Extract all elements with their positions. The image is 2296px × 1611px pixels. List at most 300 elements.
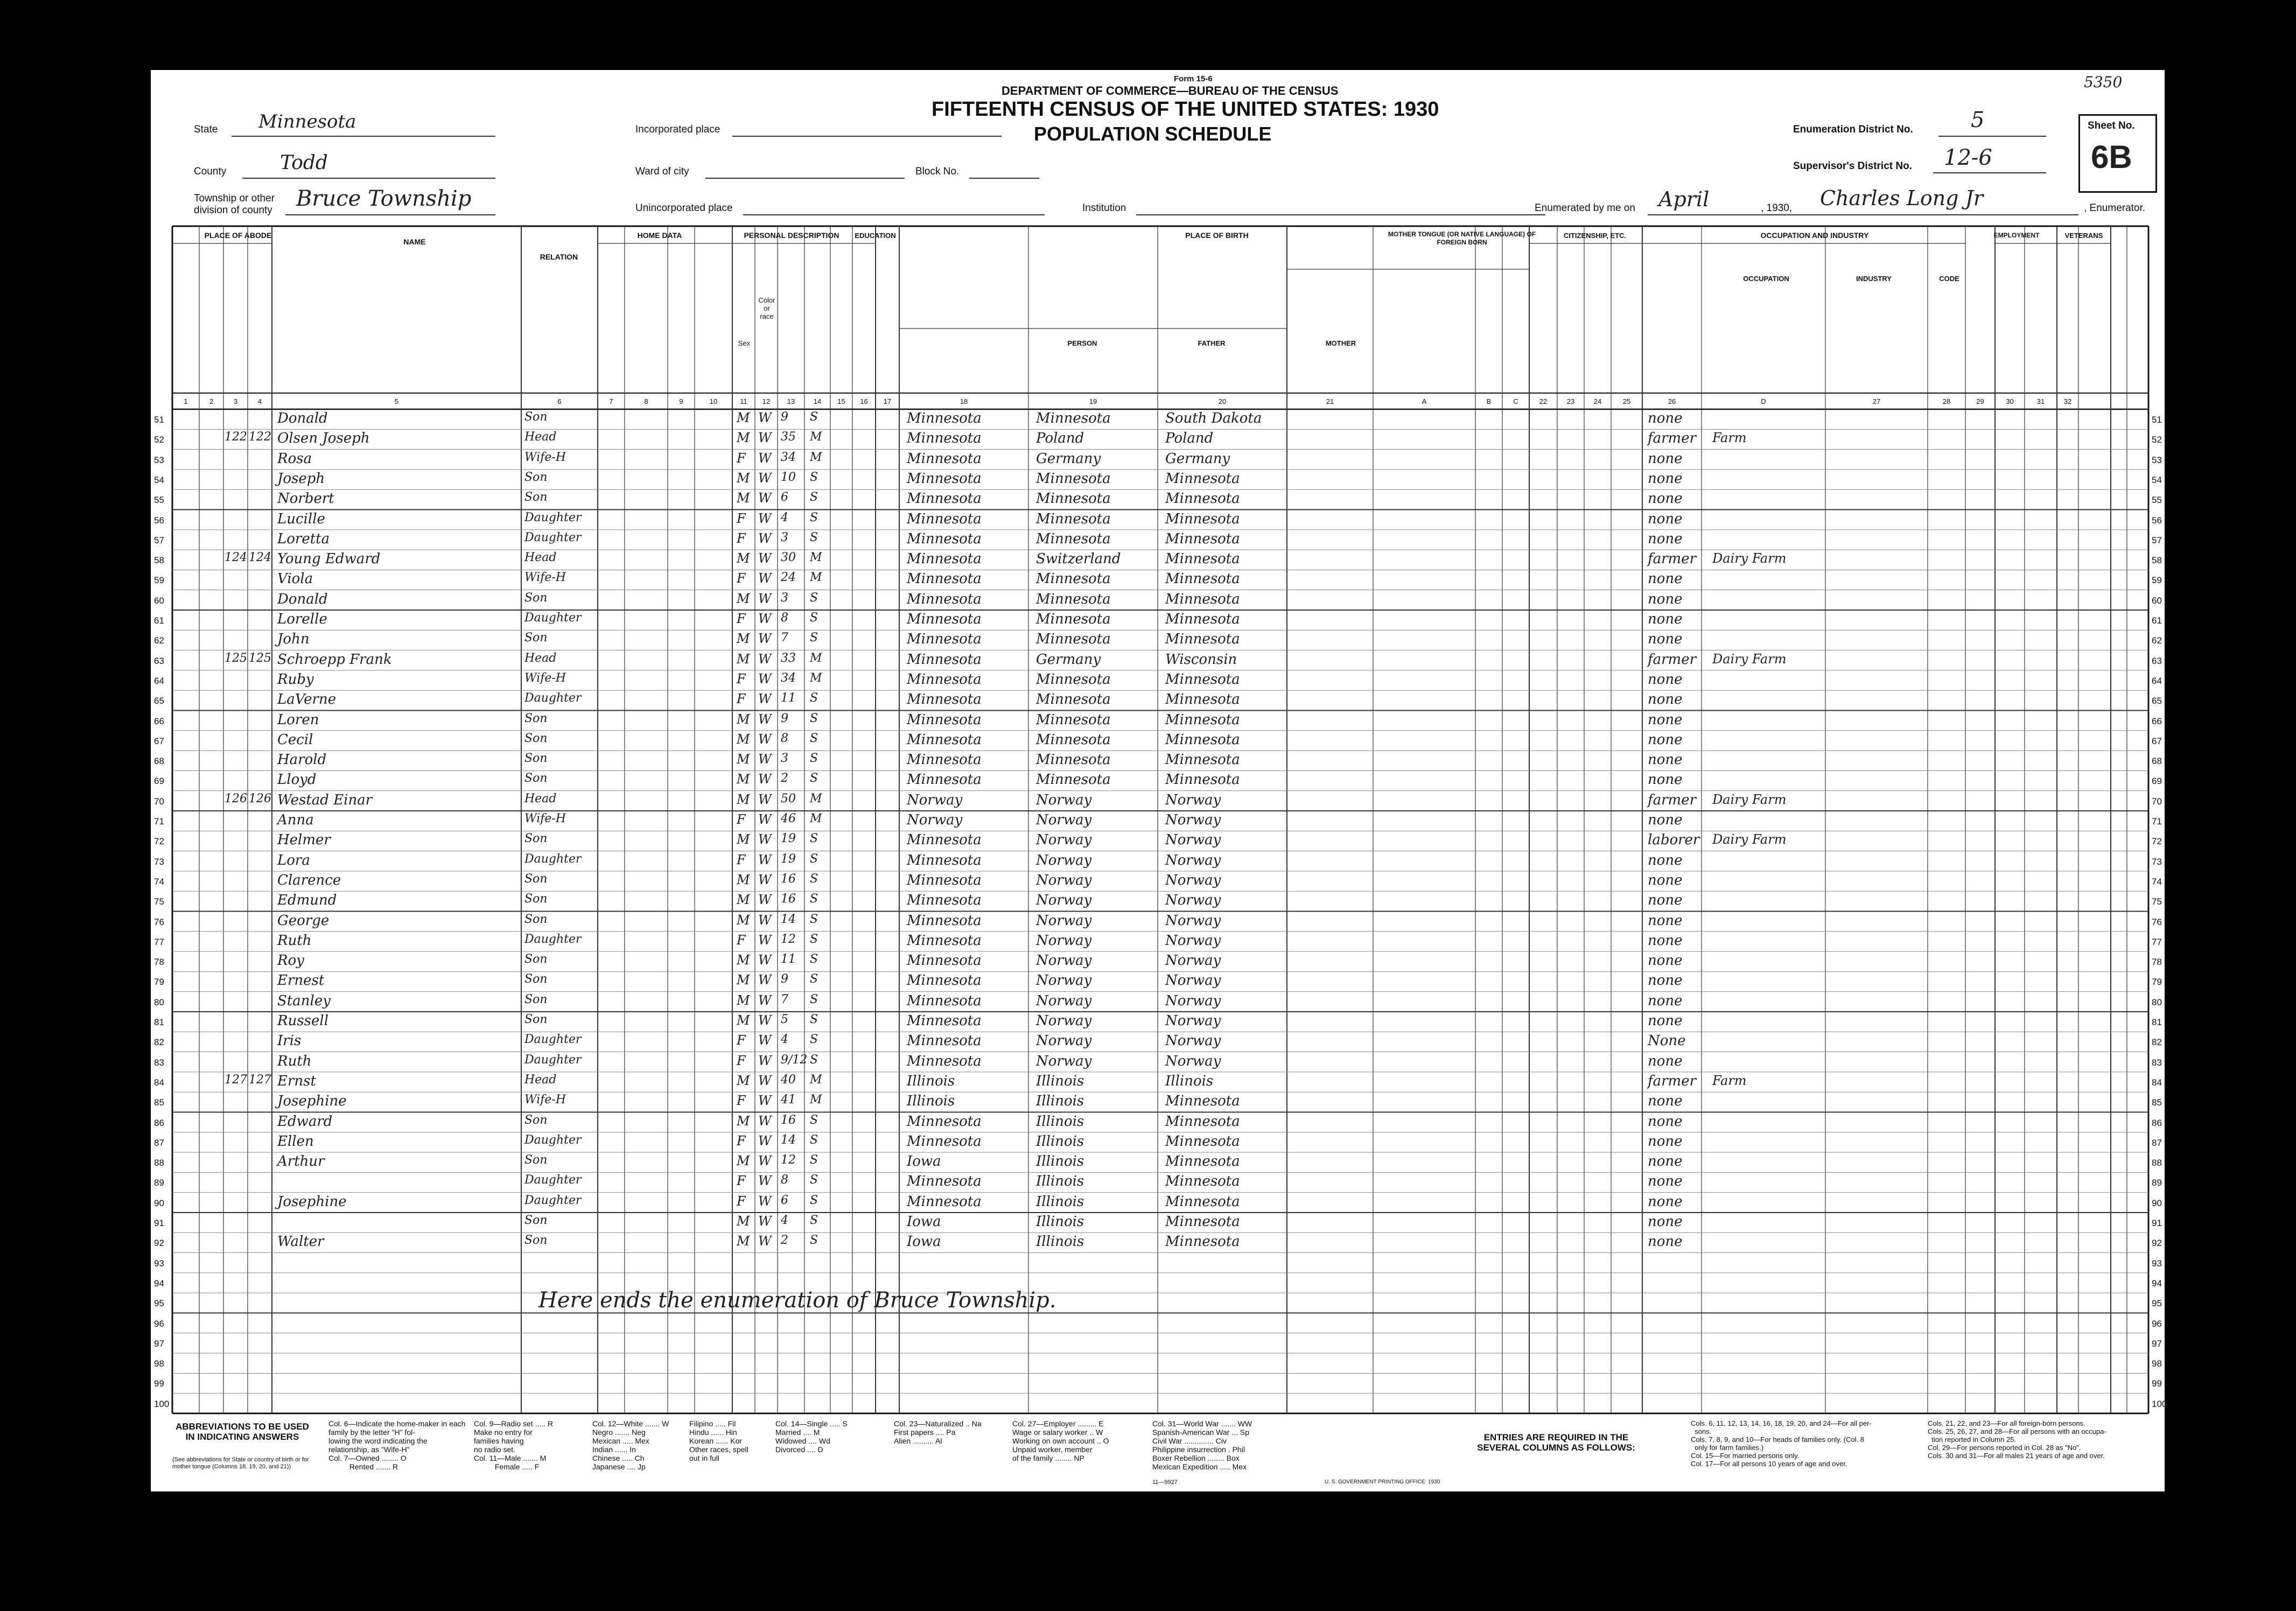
relation: Daughter bbox=[524, 530, 582, 544]
birthplace-mother: Illinois bbox=[1165, 1073, 1214, 1089]
sex: M bbox=[737, 952, 750, 968]
sd-label: Supervisor's District No. bbox=[1793, 160, 1912, 172]
marital-status: M bbox=[810, 671, 822, 685]
column-number: 10 bbox=[709, 397, 718, 405]
sex: M bbox=[737, 491, 750, 506]
birthplace-mother: Norway bbox=[1165, 1013, 1221, 1029]
occupation: none bbox=[1648, 772, 1683, 788]
row-number-left: 88 bbox=[154, 1158, 164, 1168]
column-number: 20 bbox=[1218, 397, 1227, 405]
enumerated-label: Enumerated by me on bbox=[1535, 202, 1635, 214]
birthplace-mother: Minnesota bbox=[1165, 1173, 1240, 1190]
group-citizenship: CITIZENSHIP, ETC. bbox=[1563, 232, 1627, 240]
marital-status: S bbox=[810, 1153, 818, 1167]
race: W bbox=[758, 972, 772, 988]
industry: Farm bbox=[1712, 1073, 1747, 1088]
race: W bbox=[758, 1073, 772, 1088]
race: W bbox=[758, 1173, 772, 1189]
row-number-right: 59 bbox=[2152, 575, 2162, 586]
incorporated-label: Incorporated place bbox=[635, 124, 720, 135]
birthplace-father: Norway bbox=[1036, 872, 1092, 888]
birthplace-father: Minnesota bbox=[1036, 591, 1111, 607]
age: 35 bbox=[781, 430, 796, 444]
state-label: State bbox=[194, 124, 218, 135]
relation: Head bbox=[524, 792, 557, 806]
industry: Farm bbox=[1712, 430, 1747, 446]
column-number: 13 bbox=[787, 397, 795, 405]
birthplace-person: Iowa bbox=[907, 1214, 941, 1230]
birthplace-father: Norway bbox=[1036, 832, 1092, 849]
column-number: A bbox=[1422, 397, 1427, 405]
person-name: Ruth bbox=[277, 1053, 312, 1069]
head-occupation: OCCUPATION bbox=[1743, 275, 1789, 283]
birthplace-person: Minnesota bbox=[907, 832, 982, 849]
marital-status: S bbox=[810, 872, 818, 886]
birthplace-mother: Minnesota bbox=[1165, 772, 1240, 788]
row-number-left: 87 bbox=[154, 1137, 164, 1148]
row-number-left: 56 bbox=[154, 515, 164, 526]
birthplace-person: Minnesota bbox=[907, 1053, 982, 1069]
birthplace-mother: Norway bbox=[1165, 872, 1221, 888]
birthplace-father: Germany bbox=[1036, 450, 1101, 467]
marital-status: S bbox=[810, 772, 818, 786]
row-number-left: 77 bbox=[154, 936, 164, 947]
person-name: Olsen Joseph bbox=[277, 430, 370, 447]
sex: M bbox=[737, 772, 750, 787]
birthplace-father: Norway bbox=[1036, 1033, 1092, 1049]
birthplace-person: Minnesota bbox=[907, 671, 982, 688]
col-notes-5: Col. 14—Single ..... S Married .... M Widowed .... Wd Divorced .... D bbox=[775, 1419, 848, 1454]
person-name: Loretta bbox=[277, 530, 330, 547]
age: 34 bbox=[781, 671, 796, 685]
occupation: none bbox=[1648, 1053, 1683, 1069]
row-number-right: 67 bbox=[2152, 736, 2162, 746]
occupation: none bbox=[1648, 691, 1683, 708]
abbrev-title: ABBREVIATIONS TO BE USED IN INDICATING ANSWERS bbox=[176, 1421, 309, 1442]
row-number-right: 79 bbox=[2152, 977, 2162, 987]
row-number-right: 74 bbox=[2152, 876, 2162, 887]
marital-status: M bbox=[810, 1073, 822, 1087]
age: 5 bbox=[781, 1013, 788, 1026]
sex: F bbox=[737, 450, 746, 466]
occupation: farmer bbox=[1648, 1073, 1697, 1089]
age: 6 bbox=[781, 491, 788, 505]
birthplace-mother: Norway bbox=[1165, 992, 1221, 1009]
race: W bbox=[758, 1193, 772, 1209]
birthplace-mother: Poland bbox=[1165, 430, 1214, 447]
marital-status: S bbox=[810, 1133, 818, 1147]
block-label: Block No. bbox=[915, 166, 960, 177]
birthplace-mother: Minnesota bbox=[1165, 711, 1240, 728]
relation: Son bbox=[524, 470, 548, 484]
person-name: Lloyd bbox=[277, 772, 317, 788]
age: 16 bbox=[781, 892, 796, 906]
race: W bbox=[758, 912, 772, 928]
occupation: farmer bbox=[1648, 651, 1697, 668]
birthplace-person: Minnesota bbox=[907, 450, 982, 467]
row-number-right: 54 bbox=[2152, 474, 2162, 485]
birthplace-father: Poland bbox=[1036, 430, 1084, 447]
head-person: PERSON bbox=[1067, 339, 1097, 347]
row-number-right: 85 bbox=[2152, 1097, 2162, 1108]
row-number-left: 57 bbox=[154, 535, 164, 545]
relation: Son bbox=[524, 1214, 548, 1227]
person-name: Donald bbox=[277, 591, 328, 607]
head-color: Color or race bbox=[758, 296, 775, 320]
family-number: 124 bbox=[249, 551, 271, 565]
relation: Daughter bbox=[524, 1173, 582, 1187]
row-number-left: 79 bbox=[154, 977, 164, 987]
birthplace-person: Iowa bbox=[907, 1153, 941, 1170]
race: W bbox=[758, 470, 772, 486]
birthplace-father: Illinois bbox=[1036, 1133, 1084, 1150]
sex: F bbox=[737, 1173, 746, 1189]
column-number: 4 bbox=[257, 397, 262, 405]
sex: M bbox=[737, 651, 750, 667]
birthplace-mother: Minnesota bbox=[1165, 1093, 1240, 1110]
relation: Daughter bbox=[524, 852, 582, 866]
birthplace-mother: Minnesota bbox=[1165, 1113, 1240, 1130]
printer-line: U. S. GOVERNMENT PRINTING OFFICE: 1930 bbox=[1325, 1479, 1440, 1485]
birthplace-mother: Minnesota bbox=[1165, 631, 1240, 648]
row-number-left: 66 bbox=[154, 716, 164, 726]
birthplace-father: Norway bbox=[1036, 992, 1092, 1009]
person-name: Lucille bbox=[277, 510, 325, 527]
age: 34 bbox=[781, 450, 796, 464]
birthplace-father: Minnesota bbox=[1036, 772, 1111, 788]
birthplace-person: Illinois bbox=[907, 1093, 955, 1110]
relation: Son bbox=[524, 832, 548, 846]
occupation: none bbox=[1648, 671, 1683, 688]
row-number-right: 97 bbox=[2152, 1338, 2162, 1349]
row-number-right: 53 bbox=[2152, 454, 2162, 465]
row-number-right: 57 bbox=[2152, 535, 2162, 545]
person-name: Ellen bbox=[277, 1133, 314, 1150]
row-number-left: 86 bbox=[154, 1117, 164, 1128]
col-notes-2: Col. 9—Radio set ..... R Make no entry for families having no radio set. Col. 11—Male ....... M Female ..... F bbox=[474, 1419, 554, 1471]
relation: Son bbox=[524, 892, 548, 906]
marital-status: M bbox=[810, 450, 822, 464]
relation: Daughter bbox=[524, 932, 582, 946]
age: 16 bbox=[781, 1113, 796, 1127]
sex: M bbox=[737, 731, 750, 747]
marital-status: S bbox=[810, 591, 818, 605]
age: 2 bbox=[781, 772, 788, 786]
birthplace-father: Illinois bbox=[1036, 1234, 1084, 1250]
relation: Wife-H bbox=[524, 812, 566, 825]
marital-status: S bbox=[810, 992, 818, 1006]
relation: Wife-H bbox=[524, 671, 566, 685]
department-line: DEPARTMENT OF COMMERCE—BUREAU OF THE CENSUS bbox=[1002, 84, 1339, 97]
sex: M bbox=[737, 1013, 750, 1028]
entries-title: ENTRIES ARE REQUIRED IN THE SEVERAL COLUMNS AS FOLLOWS: bbox=[1477, 1432, 1635, 1453]
relation: Daughter bbox=[524, 510, 582, 524]
row-number-left: 95 bbox=[154, 1298, 164, 1309]
birthplace-father: Minnesota bbox=[1036, 491, 1111, 507]
row-number-left: 97 bbox=[154, 1338, 164, 1349]
sex: M bbox=[737, 912, 750, 928]
race: W bbox=[758, 530, 772, 546]
row-number-right: 64 bbox=[2152, 675, 2162, 686]
marital-status: S bbox=[810, 1053, 818, 1067]
row-number-right: 70 bbox=[2152, 796, 2162, 807]
row-number-left: 69 bbox=[154, 776, 164, 787]
race: W bbox=[758, 872, 772, 887]
row-number-left: 80 bbox=[154, 997, 164, 1007]
sex: M bbox=[737, 1214, 750, 1229]
row-number-right: 99 bbox=[2152, 1378, 2162, 1389]
person-name: Ruby bbox=[277, 671, 314, 688]
person-name: Josephine bbox=[277, 1093, 347, 1110]
group-birth: PLACE OF BIRTH bbox=[1185, 231, 1249, 240]
age: 14 bbox=[781, 912, 796, 926]
form-code: 11—9927 bbox=[1152, 1479, 1178, 1486]
occupation: none bbox=[1648, 571, 1683, 587]
row-number-right: 89 bbox=[2152, 1178, 2162, 1188]
end-note: Here ends the enumeration of Bruce Township. bbox=[538, 1288, 1056, 1313]
row-number-left: 78 bbox=[154, 957, 164, 968]
marital-status: S bbox=[810, 912, 818, 926]
birthplace-father: Illinois bbox=[1036, 1193, 1084, 1210]
birthplace-mother: Norway bbox=[1165, 892, 1221, 909]
occupation: none bbox=[1648, 1113, 1683, 1130]
birthplace-person: Minnesota bbox=[907, 711, 982, 728]
relation: Son bbox=[524, 1234, 548, 1248]
person-name: George bbox=[277, 912, 330, 929]
age: 19 bbox=[781, 832, 796, 846]
row-number-right: 52 bbox=[2152, 435, 2162, 445]
group-relation: RELATION bbox=[540, 253, 578, 261]
occupation: none bbox=[1648, 852, 1683, 868]
sex: F bbox=[737, 671, 746, 687]
relation: Son bbox=[524, 731, 548, 745]
birthplace-father: Norway bbox=[1036, 892, 1092, 909]
birthplace-father: Minnesota bbox=[1036, 691, 1111, 708]
enumerator-name: Charles Long Jr bbox=[1820, 186, 1983, 210]
marital-status: M bbox=[810, 812, 822, 825]
person-name: Stanley bbox=[277, 992, 331, 1009]
group-occupation: OCCUPATION AND INDUSTRY bbox=[1760, 231, 1869, 240]
age: 12 bbox=[781, 932, 796, 946]
relation: Son bbox=[524, 711, 548, 725]
birthplace-father: Illinois bbox=[1036, 1214, 1084, 1230]
group-tongue: MOTHER TONGUE (OR NATIVE LANGUAGE) OF FOREIGN BORN bbox=[1388, 230, 1536, 246]
person-name: Norbert bbox=[277, 491, 334, 507]
column-number: C bbox=[1513, 397, 1518, 405]
birthplace-person: Minnesota bbox=[907, 491, 982, 507]
birthplace-father: Norway bbox=[1036, 972, 1092, 989]
relation: Son bbox=[524, 992, 548, 1006]
row-number-right: 80 bbox=[2152, 997, 2162, 1007]
sex: F bbox=[737, 1193, 746, 1209]
birthplace-mother: Minnesota bbox=[1165, 691, 1240, 708]
birthplace-mother: Norway bbox=[1165, 792, 1221, 808]
birthplace-father: Minnesota bbox=[1036, 611, 1111, 627]
sex: F bbox=[737, 1093, 746, 1109]
person-name: Schroepp Frank bbox=[277, 651, 392, 668]
row-number-right: 88 bbox=[2152, 1158, 2162, 1168]
birthplace-mother: Minnesota bbox=[1165, 530, 1240, 547]
dwelling-number: 124 bbox=[225, 551, 247, 565]
age: 12 bbox=[781, 1153, 796, 1167]
relation: Son bbox=[524, 1153, 548, 1167]
person-name: Edmund bbox=[277, 892, 337, 909]
birthplace-person: Illinois bbox=[907, 1073, 955, 1089]
occupation: none bbox=[1648, 1193, 1683, 1210]
birthplace-mother: Minnesota bbox=[1165, 1193, 1240, 1210]
column-number: 27 bbox=[1872, 397, 1881, 405]
row-number-left: 65 bbox=[154, 696, 164, 706]
ed-value: 5 bbox=[1971, 108, 1985, 132]
entries-2: Cols. 21, 22, and 23—For all foreign-born persons. Cols. 25, 26, 27, and 28—For all persons with an occupa- tion reported in Column 25. Col. 29—For persons reported in Col. 28 as "No". Cols. 30 and 31—For all males 21 years of age and over. bbox=[1928, 1419, 2106, 1460]
race: W bbox=[758, 591, 772, 606]
sex: F bbox=[737, 1053, 746, 1068]
birthplace-person: Minnesota bbox=[907, 872, 982, 888]
race: W bbox=[758, 1113, 772, 1129]
group-home: HOME DATA bbox=[637, 231, 682, 240]
age: 9 bbox=[781, 711, 788, 725]
family-number: 127 bbox=[249, 1073, 271, 1087]
sex: F bbox=[737, 611, 746, 626]
marital-status: S bbox=[810, 470, 818, 484]
col-notes-8: Col. 31—World War ....... WW Spanish-American War ... Sp Civil War .............. Civ Philippine insurrection . Phil Boxer Rebellion ........ Box Mexican Expedition ..... Mex bbox=[1152, 1419, 1252, 1471]
relation: Daughter bbox=[524, 1193, 582, 1207]
age: 9/12 bbox=[781, 1053, 808, 1067]
relation: Daughter bbox=[524, 691, 582, 705]
ward-label: Ward of city bbox=[635, 166, 689, 177]
birthplace-mother: Minnesota bbox=[1165, 571, 1240, 587]
row-number-right: 95 bbox=[2152, 1298, 2162, 1309]
birthplace-person: Minnesota bbox=[907, 772, 982, 788]
birthplace-person: Minnesota bbox=[907, 571, 982, 587]
race: W bbox=[758, 651, 772, 667]
birthplace-person: Minnesota bbox=[907, 852, 982, 868]
person-name: Donald bbox=[277, 410, 328, 426]
person-name: Ernest bbox=[277, 972, 325, 989]
row-number-left: 73 bbox=[154, 856, 164, 867]
head-code: CODE bbox=[1939, 275, 1959, 283]
marital-status: M bbox=[810, 792, 822, 806]
occupation: none bbox=[1648, 491, 1683, 507]
marital-status: S bbox=[810, 892, 818, 906]
column-number: 9 bbox=[679, 397, 683, 405]
birthplace-father: Norway bbox=[1036, 812, 1092, 828]
column-number: 15 bbox=[837, 397, 845, 405]
family-number: 125 bbox=[249, 651, 271, 665]
age: 9 bbox=[781, 972, 788, 986]
race: W bbox=[758, 752, 772, 767]
row-number-left: 98 bbox=[154, 1358, 164, 1369]
occupation: none bbox=[1648, 410, 1683, 426]
age: 10 bbox=[781, 470, 796, 484]
birthplace-mother: Norway bbox=[1165, 1033, 1221, 1049]
birthplace-person: Minnesota bbox=[907, 731, 982, 748]
marital-status: S bbox=[810, 711, 818, 725]
age: 46 bbox=[781, 812, 796, 825]
birthplace-father: Norway bbox=[1036, 952, 1092, 969]
column-number: 12 bbox=[762, 397, 771, 405]
relation: Wife-H bbox=[524, 1093, 566, 1107]
marital-status: S bbox=[810, 1033, 818, 1047]
family-number: 126 bbox=[249, 792, 271, 806]
column-number: 24 bbox=[1593, 397, 1602, 405]
row-number-left: 96 bbox=[154, 1318, 164, 1329]
birthplace-mother: Norway bbox=[1165, 832, 1221, 849]
row-number-right: 58 bbox=[2152, 555, 2162, 566]
group-education: EDUCATION bbox=[855, 232, 896, 240]
birthplace-father: Minnesota bbox=[1036, 510, 1111, 527]
relation: Son bbox=[524, 772, 548, 786]
sheet-value: 6B bbox=[2091, 139, 2132, 175]
age: 24 bbox=[781, 571, 796, 585]
birthplace-father: Norway bbox=[1036, 792, 1092, 808]
occupation: none bbox=[1648, 530, 1683, 547]
birthplace-person: Minnesota bbox=[907, 952, 982, 969]
person-name: LaVerne bbox=[277, 691, 337, 708]
form-subtitle: POPULATION SCHEDULE bbox=[1034, 123, 1272, 145]
race: W bbox=[758, 1013, 772, 1028]
row-number-left: 54 bbox=[154, 474, 164, 485]
person-name: Young Edward bbox=[277, 551, 381, 568]
row-number-right: 65 bbox=[2152, 696, 2162, 706]
sex: F bbox=[737, 571, 746, 586]
race: W bbox=[758, 832, 772, 847]
age: 4 bbox=[781, 510, 788, 524]
head-father: FATHER bbox=[1198, 339, 1226, 347]
row-number-left: 70 bbox=[154, 796, 164, 807]
birthplace-father: Minnesota bbox=[1036, 470, 1111, 487]
race: W bbox=[758, 671, 772, 687]
column-number: B bbox=[1486, 397, 1492, 405]
marital-status: S bbox=[810, 852, 818, 866]
archive-stamp: 5350 bbox=[2084, 73, 2123, 91]
head-mother: MOTHER bbox=[1325, 339, 1356, 347]
occupation: none bbox=[1648, 1013, 1683, 1029]
age: 3 bbox=[781, 591, 788, 605]
column-number: 31 bbox=[2036, 397, 2045, 405]
marital-status: M bbox=[810, 551, 822, 565]
column-number: 22 bbox=[1539, 397, 1548, 405]
race: W bbox=[758, 631, 772, 647]
row-number-right: 81 bbox=[2152, 1017, 2162, 1027]
race: W bbox=[758, 731, 772, 747]
race: W bbox=[758, 1093, 772, 1109]
column-number: 26 bbox=[1668, 397, 1676, 405]
person-name: Westad Einar bbox=[277, 792, 373, 808]
race: W bbox=[758, 711, 772, 727]
birthplace-father: Norway bbox=[1036, 852, 1092, 868]
marital-status: S bbox=[810, 510, 818, 524]
age: 50 bbox=[781, 792, 796, 806]
sex: F bbox=[737, 530, 746, 546]
relation: Son bbox=[524, 1013, 548, 1026]
occupation: none bbox=[1648, 470, 1683, 487]
row-number-right: 86 bbox=[2152, 1117, 2162, 1128]
birthplace-mother: Minnesota bbox=[1165, 1234, 1240, 1250]
race: W bbox=[758, 491, 772, 506]
census-sheet bbox=[151, 70, 2165, 1491]
birthplace-person: Minnesota bbox=[907, 1173, 982, 1190]
birthplace-mother: South Dakota bbox=[1165, 410, 1262, 426]
person-name: Loren bbox=[277, 711, 319, 728]
relation: Wife-H bbox=[524, 571, 566, 585]
county-value: Todd bbox=[280, 152, 328, 174]
row-number-right: 75 bbox=[2152, 896, 2162, 907]
marital-status: S bbox=[810, 530, 818, 544]
birthplace-father: Minnesota bbox=[1036, 752, 1111, 768]
head-industry: INDUSTRY bbox=[1856, 275, 1892, 283]
sex: F bbox=[737, 1033, 746, 1048]
